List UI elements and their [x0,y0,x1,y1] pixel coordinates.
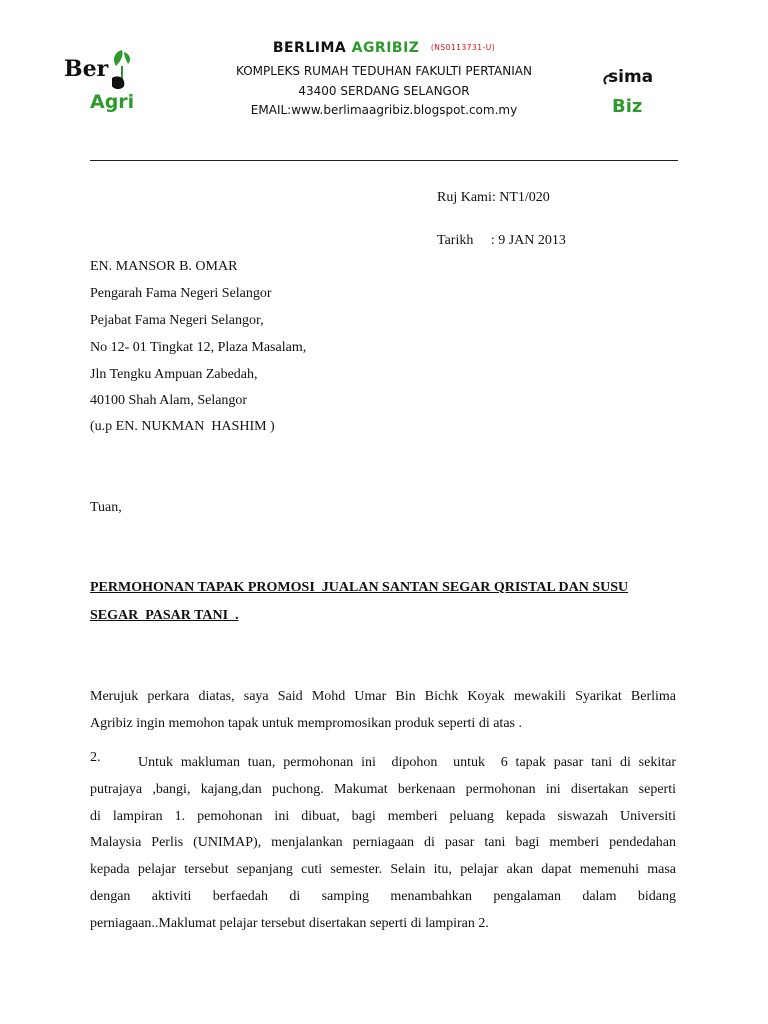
recipient-title: Pengarah Fama Negeri Selangor [90,286,272,301]
paragraph-2-line: Malaysia Perlis (UNIMAP), menjalankan perniagaan di pasar tani bagi memberi pendedahan [90,835,676,851]
paragraph-1-line: Agribiz ingin memohon tapak untuk mempromosikan produk seperti di atas . [90,715,522,731]
paragraph-2-line: perniagaan..Maklumat pelajar tersebut disertakan seperti di lampiran 2. [90,915,489,931]
salutation: Tuan, [90,500,122,515]
paragraph-2-line: putrajaya ,bangi, kajang,dan puchong. Makumat berkenaan permohonan ini disertakan seperti [90,782,676,797]
letterhead-divider [90,160,678,161]
body-paragraph-2 [90,777,676,937]
registration-number: (NS0113731-U) [430,43,496,52]
address-line-1: KOMPLEKS RUMAH TEDUHAN FAKULTI PERTANIAN [236,64,532,78]
paragraph-2-number: 2. [90,750,101,765]
logo-left-text-top: Ber [64,56,109,82]
subject-line-1: PERMOHONAN TAPAK PROMOSI JUALAN SANTAN SEGAR QRISTAL DAN SUSU [90,580,629,595]
paragraph-2-line: Untuk makluman tuan, permohonan ini dipohon untuk 6 tapak pasar tani di sekitar [138,755,676,770]
paragraph-2-first-line [138,750,676,777]
recipient-address-1: No 12- 01 Tingkat 12, Plaza Masalam, [90,340,307,355]
paragraph-2-line: di lampiran 1. pemohonan ini dibuat, bagi memberi peluang kepada siswazah Universiti [90,808,676,824]
company-name-part2: AGRIBIZ [351,40,420,56]
letter-date: Tarikh : 9 JAN 2013 [437,233,566,248]
logo-right-text-top: sima [608,67,654,87]
paragraph-2-line: dengan aktiviti berfaedah di samping menambahkan pengalaman dalam bidang [90,888,676,904]
paragraph-2-line: kepada pelajar tersebut sepanjang cuti semester. Selain itu, pelajar akan dapat memenuhi masa [90,862,676,878]
subject-line-2: SEGAR PASAR TANI . [90,608,239,623]
recipient-address-3: 40100 Shah Alam, Selangor [90,393,248,408]
recipient-office: Pejabat Fama Negeri Selangor, [90,313,264,328]
company-name-part1: BERLIMA [272,40,347,56]
body-paragraph-1 [90,684,676,737]
paragraph-1-line: Merujuk perkara diatas, saya Said Mohd Umar Bin Bichk Koyak mewakili Syarikat Berlima [90,689,676,704]
email-line: EMAIL:www.berlimaagribiz.blogspot.com.my [250,103,518,117]
logo-right-text-bottom: Biz [612,96,643,117]
recipient-name: EN. MANSOR B. OMAR [90,259,238,274]
company-name [0,40,768,56]
recipient-attention: (u.p EN. NUKMAN HASHIM ) [90,419,275,434]
reference-number: Ruj Kami: NT1/020 [437,190,550,205]
recipient-address-2: Jln Tengku Ampuan Zabedah, [90,367,258,382]
logo-left-text-bottom: Agri [90,91,135,113]
address-line-2: 43400 SERDANG SELANGOR [298,84,470,98]
